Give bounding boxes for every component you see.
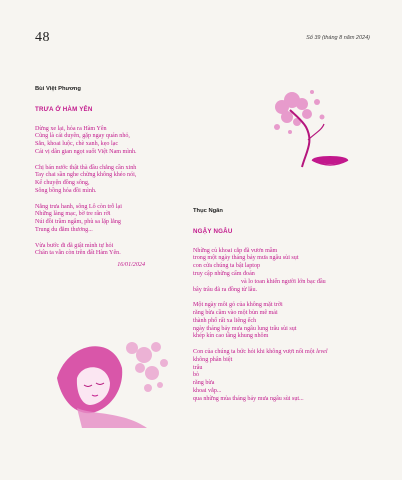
stanza (193, 302, 373, 341)
poem-line: Sông bồng hóa đồi mình. (35, 187, 97, 194)
poem-line: Tay chai sần nghe chừng không khéo nói, (35, 172, 137, 179)
poem-line: Chân ta vẫn còn trên đất Hàm Yên. (35, 250, 121, 257)
poem-line: Những làng mạc, bờ tre rân rời (35, 211, 111, 218)
page-number: 48 (35, 30, 50, 45)
poem-line: Những củ khoai cắp đã vươn mầm (193, 247, 278, 254)
girl-illustration (52, 333, 172, 433)
issue-label: Số 39 (tháng 8 năm 2024) (306, 35, 370, 41)
poem-line: Chị bán nước thật thà đầu chẳng cần xinh (35, 164, 137, 171)
poem-line: khép kín cao tầng khung nhôm (193, 333, 269, 340)
poem-line: Kể chuyện đồng sông, (35, 180, 90, 187)
poem-bui-viet-phuong (35, 86, 195, 270)
poem1-date: 16/01/2024 (117, 261, 145, 268)
poem-line: ngày tháng bảy mưa ngâu lung trâu sùi sụt (193, 325, 297, 332)
poem-line: truy cập những cẩm đoán (193, 270, 255, 277)
level-word: level (316, 348, 328, 355)
poem-line: Sắn, khoai luộc, chè xanh, kẹo lạc (35, 141, 119, 148)
poem-line (193, 349, 373, 357)
poem-line: Trung du đằm thương... (35, 226, 93, 233)
poem2-author: Thục Ngân (193, 208, 223, 214)
stanza (35, 126, 195, 157)
stanza (193, 287, 373, 295)
poem-line: con cửa chúng ta bật laptop (193, 263, 261, 270)
poem-line: trong một ngày tháng bảy mưa ngâu sùi sụt (193, 255, 299, 262)
poem-thuc-ngan (193, 208, 373, 411)
poem1-author: Bùi Việt Phương (35, 86, 81, 92)
poem-line: Một ngày môi gỏ của không mặt trời (193, 302, 283, 309)
poem-line: không phân biệt (193, 356, 233, 363)
poem-line: răng bừa (193, 380, 215, 387)
poem-line: Núi đồi trầm ngâm, phù sa lặp lẳng (35, 219, 121, 226)
poem-line: Cái vị dân gian ngọt suốt Việt Nam mình. (35, 148, 137, 155)
poem-line: răng bừa cầm vào một bùn mê mải (193, 309, 278, 316)
poem-line: qua những mùa tháng bảy mưa ngâu sùi sụt... (193, 395, 304, 402)
poem2-title: NGẬY NGÂU (193, 227, 233, 235)
poem-line: Dừng xe lại, hỏa ra Hàm Yên (35, 125, 107, 132)
poem1-title: TRƯA Ở HÀM YÊN (35, 105, 93, 113)
poem-line: khoai vắp... (193, 387, 222, 394)
poem-line: Vừa bước đi đã giật mình tự hỏi (35, 242, 114, 249)
stanza (35, 165, 195, 196)
poem-line: Nắng trưa hanh, sông Lô còn trỗ lại (35, 203, 122, 210)
stanza (193, 349, 373, 404)
poem-line: và lo toan khiến người lớn bạc đầu (241, 278, 326, 285)
stanza (35, 243, 195, 259)
poem-line-text: Con của chúng ta bức hỏi khi không vượt nổi một (193, 348, 315, 355)
poem-line: bây trâu đã ra đồng từ lâu. (193, 286, 258, 293)
poem-line: Cũng là cái duyên, gặp ngay quán nhỏ, (35, 133, 130, 140)
stanza (193, 248, 373, 287)
tree-illustration (262, 72, 362, 172)
poem-line: bò (193, 372, 200, 379)
poem-line: thành phố rất xa liêng ếch (193, 317, 257, 324)
poem-line: trâu (193, 364, 203, 371)
stanza (35, 204, 195, 235)
